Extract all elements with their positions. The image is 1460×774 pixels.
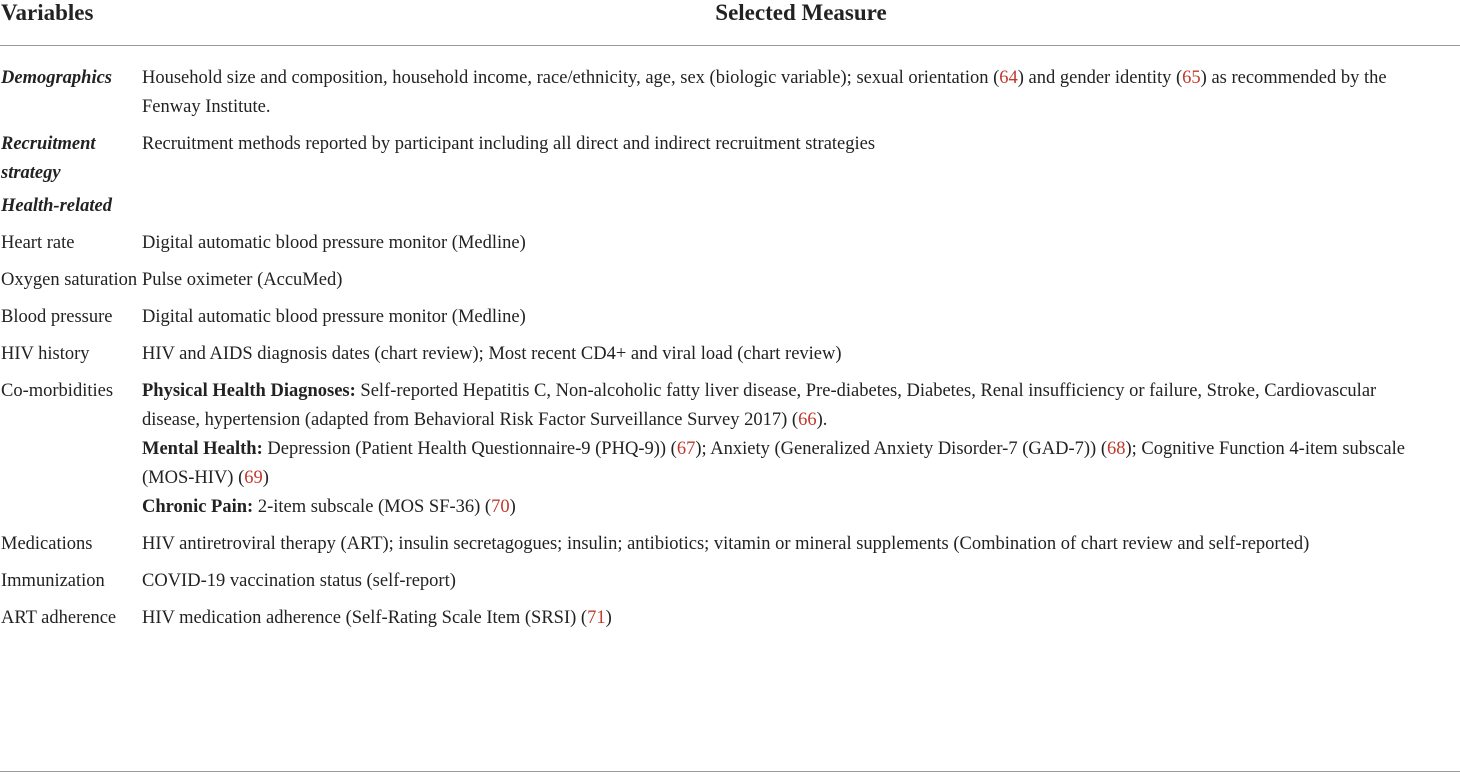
measure-text: ) — [605, 608, 612, 628]
measure-comorbidities — [142, 377, 1460, 522]
reference-link-67[interactable]: 67 — [676, 439, 696, 459]
variable-health-related: Health-related — [1, 196, 112, 216]
measure-text: 2-item subscale (MOS SF-36) ( — [253, 497, 492, 517]
physical-health-paragraph — [142, 377, 1430, 435]
reference-link-71[interactable]: 71 — [587, 608, 606, 628]
measure-blood-pressure: Digital automatic blood pressure monitor (Medline) — [142, 307, 526, 327]
reference-link-64[interactable]: 64 — [999, 68, 1018, 88]
measure-text: Self-reported Hepatitis C, Non-alcoholic fatty liver disease, Pre-diabetes, Diabetes, Renal insufficiency or failure, Stroke, Cardiovascular disease, hypertension (adapted from Behavioral Risk Factor Surveillance Survey 2017) ( — [142, 381, 1377, 430]
measure-art-adherence — [142, 604, 1460, 633]
variable-comorbidities: Co-morbidities — [1, 381, 114, 401]
variable-immunization: Immunization — [1, 571, 105, 591]
table-row-health-related — [0, 192, 1460, 221]
measure-text: ) — [509, 497, 516, 517]
table-row-hiv-history — [0, 340, 1460, 369]
reference-link-70[interactable]: 70 — [491, 497, 510, 517]
measure-text: ); Anxiety (Generalized Anxiety Disorder-7 (GAD-7)) ( — [695, 439, 1107, 459]
measure-text: Depression (Patient Health Questionnaire-9 (PHQ-9)) ( — [262, 439, 677, 459]
header-selected-measure: Selected Measure — [715, 0, 887, 25]
table-row-demographics — [0, 64, 1460, 122]
variable-oxygen-saturation: Oxygen saturation — [1, 270, 138, 290]
measure-text: ) as recommended by the Fenway Institute. — [142, 68, 1387, 117]
mental-health-label: Mental Health: — [142, 439, 263, 459]
table-row-comorbidities — [0, 377, 1460, 522]
header-variables: Variables — [1, 0, 94, 25]
physical-health-label: Physical Health Diagnoses: — [142, 381, 356, 401]
measure-demographics — [142, 64, 1460, 122]
measure-text: ) and gender identity ( — [1017, 68, 1183, 88]
measure-text: ) — [262, 468, 269, 488]
reference-link-69[interactable]: 69 — [244, 468, 263, 488]
measure-medications: HIV antiretroviral therapy (ART); insulin secretagogues; insulin; antibiotics; vitamin or mineral supplements (Combination of chart review and self-reported) — [142, 534, 1310, 554]
chronic-pain-label: Chronic Pain: — [142, 497, 254, 517]
reference-link-68[interactable]: 68 — [1106, 439, 1126, 459]
measure-hiv-history: HIV and AIDS diagnosis dates (chart review); Most recent CD4+ and viral load (chart review) — [142, 344, 842, 364]
table-row-recruitment — [0, 130, 1460, 188]
measure-text: ). — [816, 410, 828, 430]
variable-demographics: Demographics — [1, 68, 112, 88]
variable-hiv-history: HIV history — [1, 344, 90, 364]
measure-text: Household size and composition, household income, race/ethnicity, age, sex (biologic variable); sexual orientation ( — [142, 68, 1000, 88]
variable-medications: Medications — [1, 534, 93, 554]
variable-art-adherence: ART adherence — [1, 608, 117, 628]
reference-link-66[interactable]: 66 — [798, 410, 817, 430]
table-row-blood-pressure — [0, 303, 1460, 332]
table-row-oxygen-saturation — [0, 266, 1460, 295]
measure-immunization: COVID-19 vaccination status (self-report) — [142, 571, 456, 591]
table-body — [0, 46, 1460, 633]
measure-heart-rate: Digital automatic blood pressure monitor (Medline) — [142, 233, 526, 253]
table-bottom-rule — [0, 771, 1460, 772]
table-row-heart-rate — [0, 229, 1460, 258]
variable-recruitment-strategy: Recruitment strategy — [1, 134, 96, 183]
chronic-pain-paragraph — [142, 493, 1430, 522]
reference-link-65[interactable]: 65 — [1182, 68, 1201, 88]
measure-recruitment: Recruitment methods reported by participant including all direct and indirect recruitment strategies — [142, 134, 876, 154]
measure-text: HIV medication adherence (Self-Rating Scale Item (SRSI) ( — [142, 608, 588, 628]
variable-heart-rate: Heart rate — [1, 233, 75, 253]
table-row-immunization — [0, 567, 1460, 596]
variable-blood-pressure: Blood pressure — [1, 307, 113, 327]
table-row-art-adherence — [0, 604, 1460, 633]
measure-oxygen-saturation: Pulse oximeter (AccuMed) — [142, 270, 343, 290]
mental-health-paragraph — [142, 435, 1430, 493]
table-header-row — [0, 0, 1460, 46]
table-row-medications — [0, 530, 1460, 559]
measure-text: ); Cognitive Function 4-item subscale (MOS-HIV) ( — [142, 439, 1405, 488]
